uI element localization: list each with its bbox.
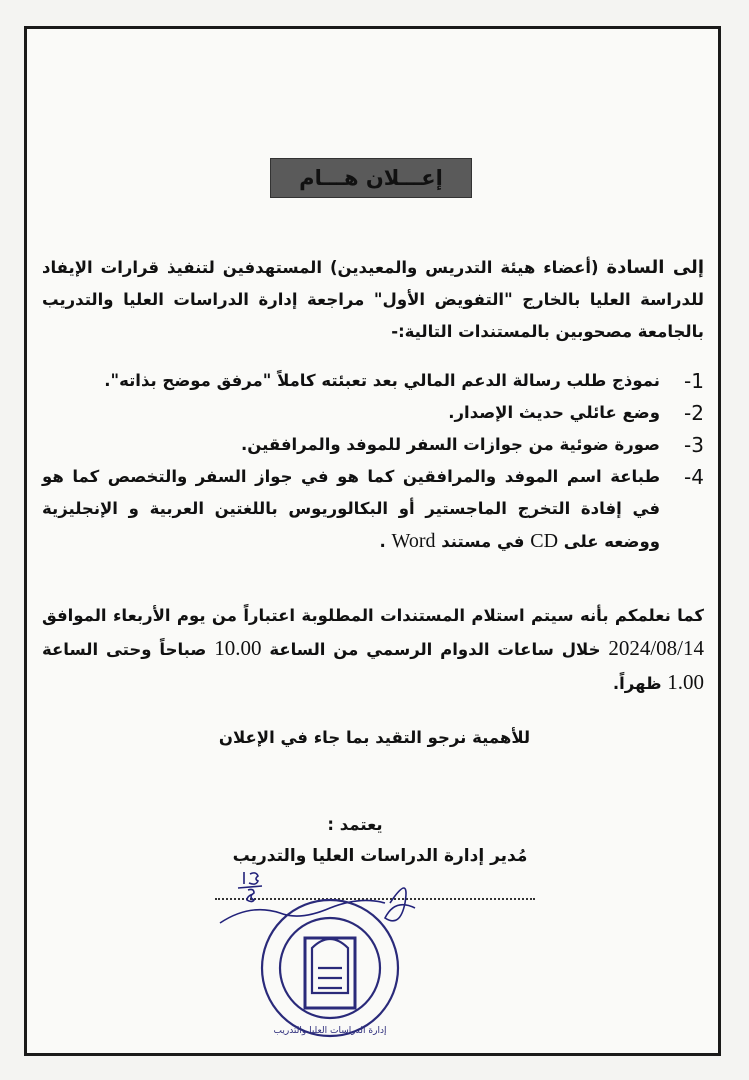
notice-end-time: 1.00 [667,670,704,694]
approve-label: يعتمد : [327,815,383,834]
item-text [42,461,660,558]
list-item [42,397,704,429]
notice-part2: خلال ساعات الدوام الرسمي من الساعة [261,640,609,659]
item-number: -4 [684,465,704,489]
list-item [42,429,704,461]
signer-title: مُدير إدارة الدراسات العليا والتدريب [232,846,528,866]
item-text-mid: في مستند [435,532,531,551]
intro-paragraph [42,252,704,348]
handwritten-date [238,872,262,902]
signature-scribble [220,888,415,923]
item-text: صورة ضوئية من جوازات السفر للموفد والمرافقين. [241,435,660,454]
word-label: Word [391,530,436,552]
official-stamp [200,868,430,1043]
documents-list [42,365,704,558]
announcement-title [270,158,472,198]
item-number: -1 [684,369,704,393]
intro-lead: إلى السادة [606,257,704,278]
item-text-end: . [379,532,392,551]
notice-part4: ظهراً. [612,674,668,693]
item-number: -2 [684,401,704,425]
announcement-title-text: إعـــلان هـــام [299,166,443,190]
stamp-text: إدارة الدراسات العليا والتدريب [273,1026,387,1036]
item-text-main: طباعة اسم الموفد والمرافقين كما هو في جواز السفر والتخصص كما هو في إفادة التخرج الماجستير أو البكالوريوس باللغتين العربية و الإنجليزية ووضعه على [42,467,660,551]
intro-text: (أعضاء هيئة التدريس والمعيدين) المستهدفين لتنفيذ قرارات الإيفاد للدراسة العليا بالخارج "التفويض الأول" مراجعة إدارة الدراسات العليا والتدريب بالجامعة مصحوبين بالمستندات التالية:- [42,258,704,341]
stamp-emblem [262,900,398,1036]
notice-date: 2024/08/14 [608,636,704,660]
notice-start-time: 10.00 [214,636,262,660]
item-number: -3 [684,433,704,457]
list-item [42,365,704,397]
list-item [42,461,704,558]
closing-line: للأهمية نرجو التقيد بما جاء في الإعلان [218,728,531,747]
notice-part3: صباحاً وحتى الساعة [42,640,215,659]
notice-paragraph [42,600,704,700]
notice-part1: كما نعلمكم بأنه سيتم استلام المستندات المطلوبة اعتباراً من يوم الأربعاء الموافق [42,606,704,625]
item-text: وضع عائلي حديث الإصدار. [448,403,660,422]
item-text: نموذج طلب رسالة الدعم المالي بعد تعبئته كاملاً "مرفق موضح بذاته". [104,371,660,390]
cd-label: CD [530,530,559,552]
